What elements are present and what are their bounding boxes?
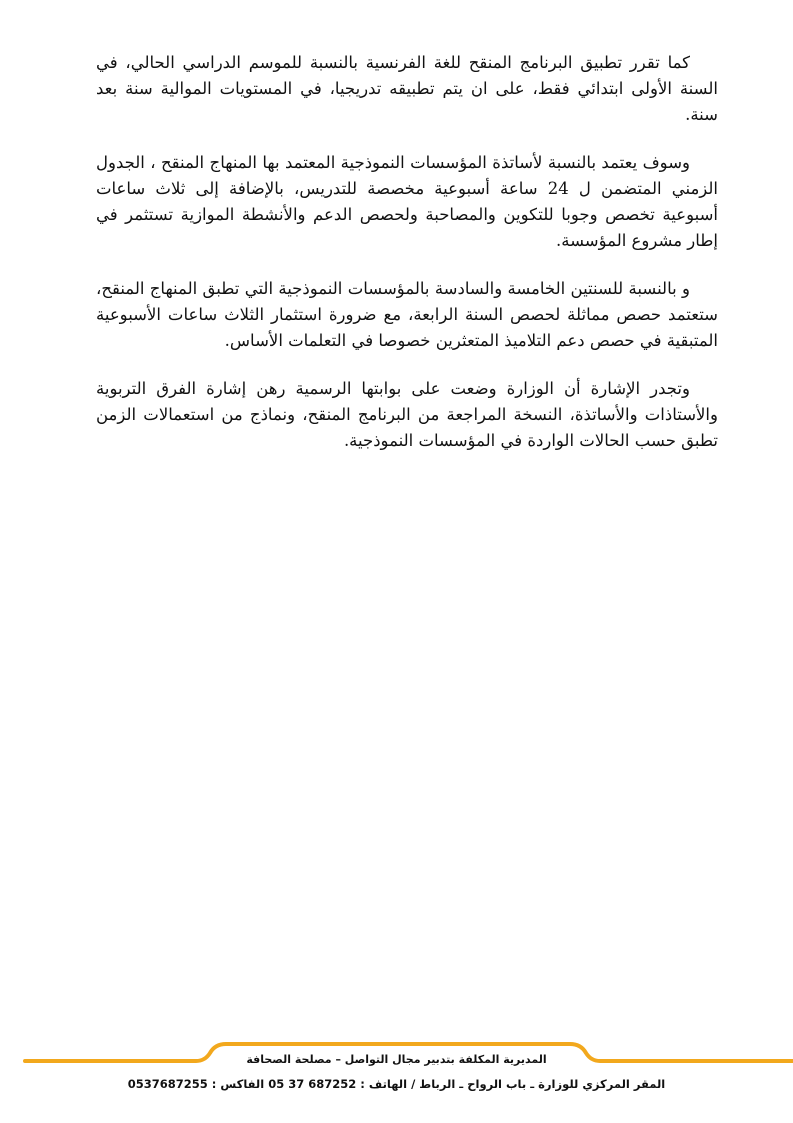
paragraph-timetable: وسوف يعتمد بالنسبة لأساتذة المؤسسات النموذجية المعتمد بها المنهاج المنقح ، الجدول الزمني المتضمن ل 24 ساعة أسبوعية مخصصة للتدريس، بالإضافة إلى ثلاث ساعات أسبوعية تخصص وجوبا للتكوين والمصاحبة ولحصص الدعم والأنشطة الموازية تستثمر في إطار مشروع المؤسسة. <box>96 153 718 250</box>
footer-contact: المقر المركزي للوزارة ـ باب الرواح ـ الرباط / الهاتف : 687252 37 05 الفاكس : 0537687255 <box>127 1077 666 1091</box>
document-body <box>96 50 718 476</box>
footer-department: المديرية المكلفة بتدبير مجال التواصل – مصلحة الصحافة <box>246 1053 547 1066</box>
paragraph-fifth-sixth-years: و بالنسبة للسنتين الخامسة والسادسة بالمؤسسات النموذجية التي تطبق المنهاج المنقح، ستعتمد حصص مماثلة لحصص السنة الرابعة، مع ضرورة استثمار الثلاث ساعات الأسبوعية المتبقية في حصص دعم التلاميذ المتعثرين خصوصا في التعلمات الأساس. <box>96 279 718 350</box>
paragraph-french-program: كما تقرر تطبيق البرنامج المنقح للغة الفرنسية بالنسبة للموسم الدراسي الحالي، في السنة الأولى ابتدائي فقط، على ان يتم تطبيقه تدريجيا، في المستويات الموالية سنة بعد سنة. <box>96 53 718 124</box>
paragraph-ministry-portal: وتجدر الإشارة أن الوزارة وضعت على بوابتها الرسمية رهن إشارة الفرق التربوية والأستاذات والأساتذة، النسخة المراجعة من البرنامج المنقح، ونماذج من استعمالات الزمن تطبق حسب الحالات الواردة في المؤسسات النموذجية. <box>96 379 718 450</box>
